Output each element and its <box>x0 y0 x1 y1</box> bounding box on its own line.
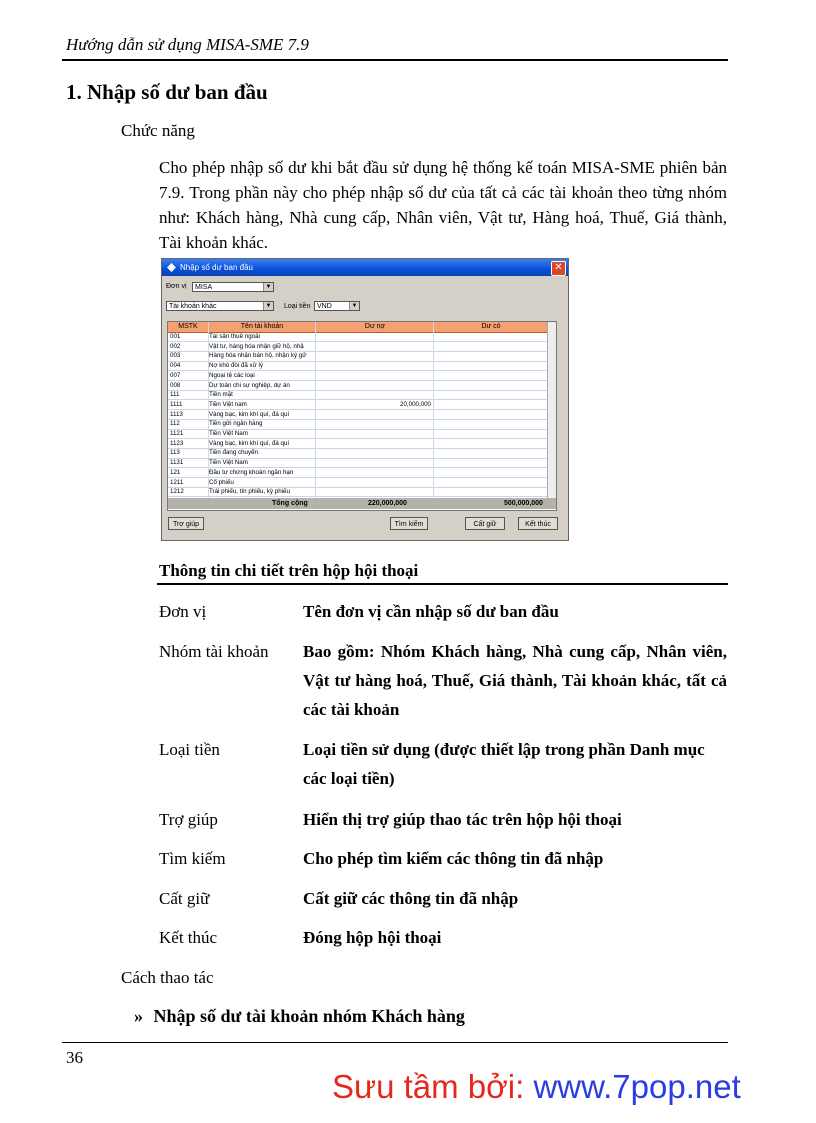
operation-label: Cách thao tác <box>121 968 214 987</box>
table-row[interactable] <box>168 352 556 361</box>
info-rule <box>157 583 728 585</box>
table-row[interactable] <box>168 420 556 429</box>
cell-name: Đầu tư chứng khoán ngắn hạn <box>209 468 294 476</box>
cell-code: 1123 <box>170 439 184 447</box>
table-row[interactable] <box>168 333 556 342</box>
close-icon[interactable]: ✕ <box>551 261 566 276</box>
cell-name: Trái phiếu, tín phiếu, kỳ phiếu <box>209 488 290 496</box>
cell-code: 112 <box>170 420 180 428</box>
table-row[interactable] <box>168 469 556 478</box>
close-button[interactable]: Kết thúc <box>518 517 558 530</box>
def-close: Đóng hộp hội thoại <box>303 928 442 947</box>
help-button[interactable]: Trợ giúp <box>168 517 204 530</box>
unit-select[interactable] <box>192 282 274 292</box>
cell-code: 113 <box>170 449 180 457</box>
cell-code: 111 <box>170 391 180 399</box>
running-header: Hướng dẫn sử dụng MISA-SME 7.9 <box>66 35 309 54</box>
col-account-code: MSTK <box>178 323 198 330</box>
cell-name: Tiền Việt nam <box>209 400 247 408</box>
cell-code: 004 <box>170 362 181 370</box>
cell-code: 1131 <box>170 459 184 467</box>
chevron-down-icon: ▼ <box>263 302 273 310</box>
cell-name: Tiền mặt <box>209 391 233 399</box>
save-button[interactable]: Cất giữ <box>465 517 505 530</box>
col-debit: Dư nợ <box>364 323 386 330</box>
unit-label: Đơn vị <box>166 283 187 290</box>
grid-header <box>168 322 556 333</box>
bullet-text: Nhập số dư tài khoản nhóm Khách hàng <box>153 1006 465 1026</box>
opening-balance-dialog <box>161 258 569 541</box>
cell-name: Ngoại tệ các loại <box>209 371 255 379</box>
cell-name: Cổ phiếu <box>209 478 234 486</box>
page-number: 36 <box>66 1048 83 1067</box>
table-row[interactable] <box>168 488 556 497</box>
intro-paragraph: Cho phép nhập số dư khi bắt đầu sử dụng hệ thống kế toán MISA-SME phiên bản 7.9. Trong phần này cho phép nhập số dư của tất cả các tài khoản theo từng nhóm như: Khách hàng, Nhà cung cấp, Nhân viên, Vật tư, Hàng hoá, Thuế, Giá thành, Tài khoản khác. <box>159 158 727 252</box>
function-label: Chức năng <box>121 121 195 140</box>
term-help: Trợ giúp <box>159 810 218 829</box>
grid-scrollbar[interactable] <box>547 322 556 498</box>
table-row[interactable] <box>168 430 556 439</box>
cell-name: Tiền đang chuyển <box>209 449 258 457</box>
cell-code: 1121 <box>170 430 184 437</box>
term-unit: Đơn vị <box>159 602 207 621</box>
table-row[interactable] <box>168 411 556 420</box>
unit-value: MISA <box>195 284 213 291</box>
def-save: Cất giữ các thông tin đã nhập <box>303 889 519 908</box>
cell-code: 121 <box>170 468 181 476</box>
dialog-title: Nhập số dư ban đầu <box>180 263 253 272</box>
watermark <box>332 1068 741 1106</box>
table-row[interactable] <box>168 391 556 400</box>
def-unit: Tên đơn vị cần nhập số dư ban đầu <box>303 602 559 621</box>
term-account-group: Nhóm tài khoản <box>159 642 269 661</box>
cell-code: 001 <box>170 333 181 340</box>
bullet-item <box>134 1006 465 1027</box>
footer-rule <box>62 1042 728 1043</box>
currency-label: Loại tiền <box>284 303 311 310</box>
term-close: Kết thúc <box>159 928 218 947</box>
cell-code: 003 <box>170 352 181 360</box>
def-currency: Loại tiền sử dụng (được thiết lập trong phần Danh mục các loại tiền) <box>303 740 705 788</box>
double-arrow-icon: » <box>134 1006 143 1026</box>
table-row[interactable] <box>168 459 556 468</box>
cell-name: Dự toán chi sự nghiệp, dự án <box>209 381 290 389</box>
watermark-site: www.7pop.net <box>533 1068 741 1105</box>
currency-select[interactable] <box>314 301 360 311</box>
term-save: Cất giữ <box>159 889 210 908</box>
def-account-group: Bao gồm: Nhóm Khách hàng, Nhà cung cấp, Nhân viên, Vật tư hàng hoá, Thuế, Giá thành, Tài khoản khác, tất cả các tài khoản <box>303 642 727 719</box>
total-debit: 220,000,000 <box>368 500 407 507</box>
total-credit: 500,000,000 <box>504 500 543 507</box>
table-row[interactable] <box>168 479 556 488</box>
table-row[interactable] <box>168 440 556 449</box>
section-title: 1. Nhập số dư ban đầu <box>66 80 268 104</box>
def-help: Hiển thị trợ giúp thao tác trên hộp hội thoại <box>303 810 622 829</box>
cell-name: Nợ khó đòi đã xử lý <box>209 362 263 370</box>
chevron-down-icon: ▼ <box>349 302 359 310</box>
term-search: Tìm kiếm <box>159 849 226 868</box>
table-row[interactable] <box>168 362 556 371</box>
col-credit: Dư có <box>481 323 501 330</box>
term-currency: Loại tiền <box>159 740 220 759</box>
cell-name: Vàng bạc, kim khí quí, đá quí <box>209 410 290 418</box>
cell-code: 1113 <box>170 410 183 418</box>
cell-code: 008 <box>170 381 181 389</box>
cell-code: 1212 <box>170 488 184 496</box>
balance-grid[interactable] <box>167 321 557 511</box>
cell-code: 007 <box>170 371 181 379</box>
col-account-name: Tên tài khoản <box>240 323 284 330</box>
cell-code: 002 <box>170 342 181 350</box>
search-button[interactable]: Tìm kiếm <box>390 517 428 530</box>
currency-value: VND <box>317 303 332 310</box>
account-group-select[interactable] <box>166 301 274 311</box>
cell-name: Vật tư, hàng hóa nhận giữ hộ, nhậ <box>209 342 304 350</box>
grid-total-row <box>168 498 556 509</box>
table-row[interactable] <box>168 343 556 352</box>
app-icon <box>167 263 176 272</box>
info-title: Thông tin chi tiết trên hộp hội thoại <box>159 561 419 580</box>
account-group-value: Tài khoản khác <box>169 303 217 310</box>
cell-code: 1111 <box>170 400 183 408</box>
cell-name: Tiền gửi ngân hàng <box>209 420 263 428</box>
def-search: Cho phép tìm kiếm các thông tin đã nhập <box>303 849 604 868</box>
table-row[interactable] <box>168 382 556 391</box>
cell-debit: 20,000,000 <box>400 400 431 408</box>
watermark-prefix: Sưu tầm bởi: <box>332 1068 534 1105</box>
cell-name: Vàng bạc, kim khí quí, đá quí <box>209 439 290 447</box>
cell-name: Tài sản thuê ngoài <box>209 333 260 340</box>
total-label: Tổng cộng <box>272 500 308 507</box>
cell-name: Tiền Việt Nam <box>209 459 248 467</box>
table-row[interactable] <box>168 372 556 381</box>
cell-name: Tiền Việt Nam <box>209 430 248 437</box>
table-row[interactable] <box>168 449 556 458</box>
cell-code: 1211 <box>170 478 184 486</box>
dialog-titlebar <box>162 259 568 276</box>
table-row[interactable] <box>168 401 556 410</box>
cell-name: Hàng hóa nhận bán hộ, nhận ký gử <box>209 352 307 360</box>
header-rule <box>62 59 728 61</box>
chevron-down-icon: ▼ <box>263 283 273 291</box>
